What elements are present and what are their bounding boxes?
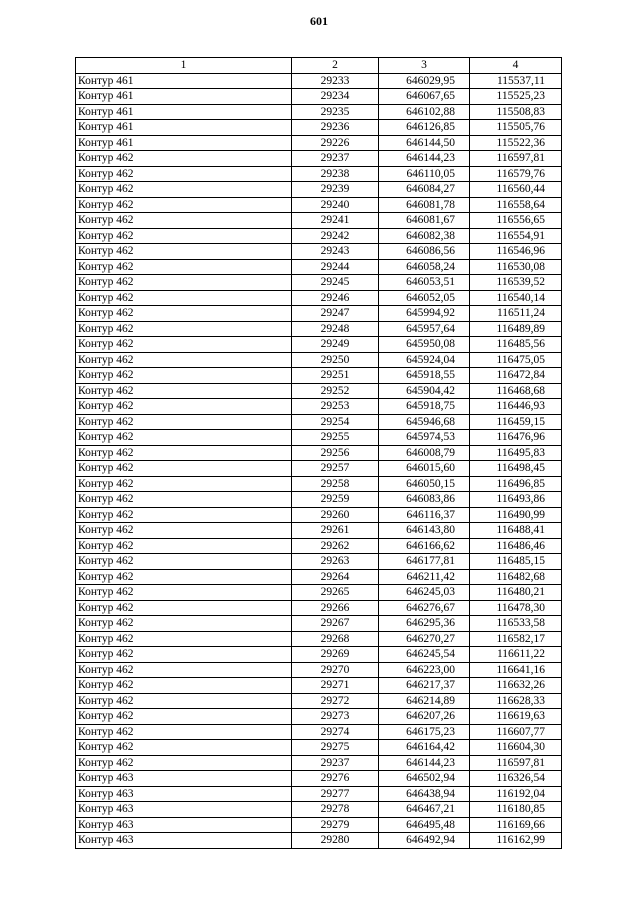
x-coordinate-cell: 646053,51 (379, 275, 470, 291)
contour-name-cell: Контур 462 (76, 600, 292, 616)
table-row (76, 213, 562, 229)
table-row (76, 228, 562, 244)
x-coordinate-cell: 645924,04 (379, 352, 470, 368)
y-coordinate-cell: 116169,66 (470, 817, 562, 833)
contour-name-cell: Контур 462 (76, 399, 292, 415)
point-number-cell: 29272 (292, 693, 379, 709)
y-coordinate-cell: 116480,21 (470, 585, 562, 601)
point-number-cell: 29243 (292, 244, 379, 260)
point-number-cell: 29259 (292, 492, 379, 508)
table-row (76, 414, 562, 430)
y-coordinate-cell: 116488,41 (470, 523, 562, 539)
point-number-cell: 29240 (292, 197, 379, 213)
x-coordinate-cell: 646144,50 (379, 135, 470, 151)
point-number-cell: 29249 (292, 337, 379, 353)
x-coordinate-cell: 646175,23 (379, 724, 470, 740)
y-coordinate-cell: 116489,89 (470, 321, 562, 337)
x-coordinate-cell: 646110,05 (379, 166, 470, 182)
x-coordinate-cell: 646008,79 (379, 445, 470, 461)
y-coordinate-cell: 115522,36 (470, 135, 562, 151)
x-coordinate-cell: 646495,48 (379, 817, 470, 833)
y-coordinate-cell: 116468,68 (470, 383, 562, 399)
contour-name-cell: Контур 463 (76, 817, 292, 833)
table-row (76, 461, 562, 477)
contour-name-cell: Контур 461 (76, 104, 292, 120)
y-coordinate-cell: 116632,26 (470, 678, 562, 694)
point-number-cell: 29278 (292, 802, 379, 818)
contour-name-cell: Контур 462 (76, 182, 292, 198)
point-number-cell: 29270 (292, 662, 379, 678)
x-coordinate-cell: 645957,64 (379, 321, 470, 337)
point-number-cell: 29262 (292, 538, 379, 554)
contour-name-cell: Контур 462 (76, 414, 292, 430)
y-coordinate-cell: 116604,30 (470, 740, 562, 756)
point-number-cell: 29253 (292, 399, 379, 415)
y-coordinate-cell: 116180,85 (470, 802, 562, 818)
contour-name-cell: Контур 462 (76, 647, 292, 663)
point-number-cell: 29264 (292, 569, 379, 585)
contour-name-cell: Контур 462 (76, 244, 292, 260)
table-row (76, 368, 562, 384)
point-number-cell: 29233 (292, 73, 379, 89)
table-row (76, 321, 562, 337)
x-coordinate-cell: 646295,36 (379, 616, 470, 632)
x-coordinate-cell: 646116,37 (379, 507, 470, 523)
x-coordinate-cell: 646276,67 (379, 600, 470, 616)
point-number-cell: 29266 (292, 600, 379, 616)
table-row (76, 290, 562, 306)
x-coordinate-cell: 646207,26 (379, 709, 470, 725)
point-number-cell: 29267 (292, 616, 379, 632)
y-coordinate-cell: 116485,15 (470, 554, 562, 570)
contour-name-cell: Контур 462 (76, 228, 292, 244)
contour-name-cell: Контур 462 (76, 538, 292, 554)
x-coordinate-cell: 646217,37 (379, 678, 470, 694)
point-number-cell: 29246 (292, 290, 379, 306)
point-number-cell: 29238 (292, 166, 379, 182)
table-row (76, 275, 562, 291)
x-coordinate-cell: 646270,27 (379, 631, 470, 647)
y-coordinate-cell: 116511,24 (470, 306, 562, 322)
table-row (76, 817, 562, 833)
point-number-cell: 29263 (292, 554, 379, 570)
table-row (76, 647, 562, 663)
point-number-cell: 29235 (292, 104, 379, 120)
point-number-cell: 29241 (292, 213, 379, 229)
x-coordinate-cell: 646084,27 (379, 182, 470, 198)
contour-name-cell: Контур 462 (76, 383, 292, 399)
table-row (76, 755, 562, 771)
contour-name-cell: Контур 463 (76, 786, 292, 802)
table-row (76, 73, 562, 89)
table-row (76, 616, 562, 632)
y-coordinate-cell: 116472,84 (470, 368, 562, 384)
x-coordinate-cell: 646102,88 (379, 104, 470, 120)
contour-name-cell: Контур 462 (76, 476, 292, 492)
y-coordinate-cell: 116498,45 (470, 461, 562, 477)
contour-name-cell: Контур 462 (76, 740, 292, 756)
y-coordinate-cell: 116493,86 (470, 492, 562, 508)
point-number-cell: 29250 (292, 352, 379, 368)
page-number: 601 (310, 14, 328, 28)
contour-name-cell: Контур 462 (76, 616, 292, 632)
y-coordinate-cell: 116619,63 (470, 709, 562, 725)
y-coordinate-cell: 116582,17 (470, 631, 562, 647)
contour-name-cell: Контур 462 (76, 151, 292, 167)
y-coordinate-cell: 116628,33 (470, 693, 562, 709)
point-number-cell: 29251 (292, 368, 379, 384)
x-coordinate-cell: 646050,15 (379, 476, 470, 492)
point-number-cell: 29265 (292, 585, 379, 601)
x-coordinate-cell: 646245,03 (379, 585, 470, 601)
point-number-cell: 29237 (292, 151, 379, 167)
y-coordinate-cell: 116482,68 (470, 569, 562, 585)
y-coordinate-cell: 116607,77 (470, 724, 562, 740)
point-number-cell: 29234 (292, 89, 379, 105)
y-coordinate-cell: 116597,81 (470, 755, 562, 771)
x-coordinate-cell: 646438,94 (379, 786, 470, 802)
y-coordinate-cell: 116597,81 (470, 151, 562, 167)
table-row (76, 585, 562, 601)
table-body (76, 73, 562, 848)
y-coordinate-cell: 116546,96 (470, 244, 562, 260)
contour-name-cell: Контур 462 (76, 662, 292, 678)
y-coordinate-cell: 115508,83 (470, 104, 562, 120)
y-coordinate-cell: 116641,16 (470, 662, 562, 678)
x-coordinate-cell: 645918,55 (379, 368, 470, 384)
y-coordinate-cell: 116485,56 (470, 337, 562, 353)
table-header-row (76, 58, 562, 74)
table-row (76, 492, 562, 508)
point-number-cell: 29274 (292, 724, 379, 740)
contour-name-cell: Контур 462 (76, 275, 292, 291)
x-coordinate-cell: 646467,21 (379, 802, 470, 818)
x-coordinate-cell: 646081,78 (379, 197, 470, 213)
x-coordinate-cell: 646143,80 (379, 523, 470, 539)
y-coordinate-cell: 115537,11 (470, 73, 562, 89)
table-row (76, 104, 562, 120)
x-coordinate-cell: 646067,65 (379, 89, 470, 105)
contour-name-cell: Контур 462 (76, 166, 292, 182)
contour-name-cell: Контур 462 (76, 461, 292, 477)
table-row (76, 507, 562, 523)
table-row (76, 430, 562, 446)
x-coordinate-cell: 645918,75 (379, 399, 470, 415)
x-coordinate-cell: 646211,42 (379, 569, 470, 585)
contour-name-cell: Контур 462 (76, 523, 292, 539)
table-row (76, 352, 562, 368)
contour-name-cell: Контур 463 (76, 771, 292, 787)
table-row (76, 554, 562, 570)
x-coordinate-cell: 646052,05 (379, 290, 470, 306)
y-coordinate-cell: 116611,22 (470, 647, 562, 663)
column-header-4: 4 (470, 58, 562, 74)
table-row (76, 166, 562, 182)
table-row (76, 523, 562, 539)
contour-name-cell: Контур 462 (76, 368, 292, 384)
table-row (76, 693, 562, 709)
contour-name-cell: Контур 461 (76, 73, 292, 89)
y-coordinate-cell: 116579,76 (470, 166, 562, 182)
x-coordinate-cell: 646029,95 (379, 73, 470, 89)
contour-name-cell: Контур 462 (76, 724, 292, 740)
y-coordinate-cell: 116459,15 (470, 414, 562, 430)
table-row (76, 631, 562, 647)
contour-name-cell: Контур 462 (76, 492, 292, 508)
contour-name-cell: Контур 462 (76, 352, 292, 368)
contour-name-cell: Контур 462 (76, 507, 292, 523)
table-row (76, 383, 562, 399)
y-coordinate-cell: 116495,83 (470, 445, 562, 461)
y-coordinate-cell: 116490,99 (470, 507, 562, 523)
y-coordinate-cell: 116530,08 (470, 259, 562, 275)
point-number-cell: 29279 (292, 817, 379, 833)
x-coordinate-cell: 645974,53 (379, 430, 470, 446)
table-row (76, 89, 562, 105)
column-header-2: 2 (292, 58, 379, 74)
point-number-cell: 29275 (292, 740, 379, 756)
y-coordinate-cell: 116496,85 (470, 476, 562, 492)
table-row (76, 662, 562, 678)
column-header-1: 1 (76, 58, 292, 74)
x-coordinate-cell: 646126,85 (379, 120, 470, 136)
point-number-cell: 29271 (292, 678, 379, 694)
x-coordinate-cell: 646058,24 (379, 259, 470, 275)
x-coordinate-cell: 645904,42 (379, 383, 470, 399)
point-number-cell: 29280 (292, 833, 379, 849)
x-coordinate-cell: 646214,89 (379, 693, 470, 709)
contour-name-cell: Контур 462 (76, 569, 292, 585)
point-number-cell: 29236 (292, 120, 379, 136)
x-coordinate-cell: 646166,62 (379, 538, 470, 554)
table-row (76, 600, 562, 616)
x-coordinate-cell: 646245,54 (379, 647, 470, 663)
contour-name-cell: Контур 462 (76, 445, 292, 461)
contour-name-cell: Контур 462 (76, 709, 292, 725)
x-coordinate-cell: 646144,23 (379, 755, 470, 771)
y-coordinate-cell: 115505,76 (470, 120, 562, 136)
point-number-cell: 29244 (292, 259, 379, 275)
x-coordinate-cell: 646081,67 (379, 213, 470, 229)
point-number-cell: 29252 (292, 383, 379, 399)
point-number-cell: 29242 (292, 228, 379, 244)
table-row (76, 120, 562, 136)
table-row (76, 135, 562, 151)
y-coordinate-cell: 116540,14 (470, 290, 562, 306)
contour-name-cell: Контур 462 (76, 693, 292, 709)
contour-name-cell: Контур 462 (76, 321, 292, 337)
y-coordinate-cell: 116558,64 (470, 197, 562, 213)
table-row (76, 151, 562, 167)
contour-name-cell: Контур 462 (76, 678, 292, 694)
point-number-cell: 29269 (292, 647, 379, 663)
y-coordinate-cell: 116192,04 (470, 786, 562, 802)
y-coordinate-cell: 116476,96 (470, 430, 562, 446)
table-row (76, 399, 562, 415)
x-coordinate-cell: 645950,08 (379, 337, 470, 353)
point-number-cell: 29277 (292, 786, 379, 802)
x-coordinate-cell: 646164,42 (379, 740, 470, 756)
y-coordinate-cell: 116446,93 (470, 399, 562, 415)
point-number-cell: 29276 (292, 771, 379, 787)
y-coordinate-cell: 116162,99 (470, 833, 562, 849)
table-row (76, 476, 562, 492)
point-number-cell: 29256 (292, 445, 379, 461)
x-coordinate-cell: 646144,23 (379, 151, 470, 167)
y-coordinate-cell: 116554,91 (470, 228, 562, 244)
y-coordinate-cell: 116326,54 (470, 771, 562, 787)
table-row (76, 259, 562, 275)
point-number-cell: 29273 (292, 709, 379, 725)
x-coordinate-cell: 646082,38 (379, 228, 470, 244)
table-row (76, 802, 562, 818)
table-row (76, 306, 562, 322)
column-header-3: 3 (379, 58, 470, 74)
x-coordinate-cell: 646177,81 (379, 554, 470, 570)
table-row (76, 786, 562, 802)
point-number-cell: 29254 (292, 414, 379, 430)
table-row (76, 445, 562, 461)
y-coordinate-cell: 116475,05 (470, 352, 562, 368)
table-row (76, 337, 562, 353)
coordinates-table (75, 57, 562, 849)
x-coordinate-cell: 646492,94 (379, 833, 470, 849)
table-row (76, 709, 562, 725)
contour-name-cell: Контур 462 (76, 213, 292, 229)
y-coordinate-cell: 116556,65 (470, 213, 562, 229)
y-coordinate-cell: 115525,23 (470, 89, 562, 105)
contour-name-cell: Контур 462 (76, 197, 292, 213)
table-row (76, 833, 562, 849)
contour-name-cell: Контур 462 (76, 306, 292, 322)
table-row (76, 678, 562, 694)
contour-name-cell: Контур 462 (76, 631, 292, 647)
contour-name-cell: Контур 461 (76, 135, 292, 151)
x-coordinate-cell: 646223,00 (379, 662, 470, 678)
point-number-cell: 29261 (292, 523, 379, 539)
contour-name-cell: Контур 462 (76, 755, 292, 771)
point-number-cell: 29247 (292, 306, 379, 322)
contour-name-cell: Контур 462 (76, 259, 292, 275)
point-number-cell: 29226 (292, 135, 379, 151)
point-number-cell: 29258 (292, 476, 379, 492)
x-coordinate-cell: 645946,68 (379, 414, 470, 430)
point-number-cell: 29268 (292, 631, 379, 647)
contour-name-cell: Контур 463 (76, 802, 292, 818)
table-row (76, 740, 562, 756)
point-number-cell: 29245 (292, 275, 379, 291)
x-coordinate-cell: 646086,56 (379, 244, 470, 260)
table-row (76, 197, 562, 213)
contour-name-cell: Контур 462 (76, 290, 292, 306)
contour-name-cell: Контур 461 (76, 120, 292, 136)
x-coordinate-cell: 646502,94 (379, 771, 470, 787)
point-number-cell: 29260 (292, 507, 379, 523)
contour-name-cell: Контур 462 (76, 337, 292, 353)
contour-name-cell: Контур 463 (76, 833, 292, 849)
table-row (76, 569, 562, 585)
table-row (76, 244, 562, 260)
contour-name-cell: Контур 462 (76, 554, 292, 570)
contour-name-cell: Контур 462 (76, 430, 292, 446)
y-coordinate-cell: 116533,58 (470, 616, 562, 632)
table-row (76, 771, 562, 787)
point-number-cell: 29239 (292, 182, 379, 198)
contour-name-cell: Контур 462 (76, 585, 292, 601)
table-row (76, 724, 562, 740)
x-coordinate-cell: 646015,60 (379, 461, 470, 477)
table-row (76, 182, 562, 198)
y-coordinate-cell: 116560,44 (470, 182, 562, 198)
point-number-cell: 29248 (292, 321, 379, 337)
y-coordinate-cell: 116539,52 (470, 275, 562, 291)
y-coordinate-cell: 116486,46 (470, 538, 562, 554)
point-number-cell: 29237 (292, 755, 379, 771)
x-coordinate-cell: 645994,92 (379, 306, 470, 322)
y-coordinate-cell: 116478,30 (470, 600, 562, 616)
contour-name-cell: Контур 461 (76, 89, 292, 105)
x-coordinate-cell: 646083,86 (379, 492, 470, 508)
point-number-cell: 29257 (292, 461, 379, 477)
point-number-cell: 29255 (292, 430, 379, 446)
table-row (76, 538, 562, 554)
